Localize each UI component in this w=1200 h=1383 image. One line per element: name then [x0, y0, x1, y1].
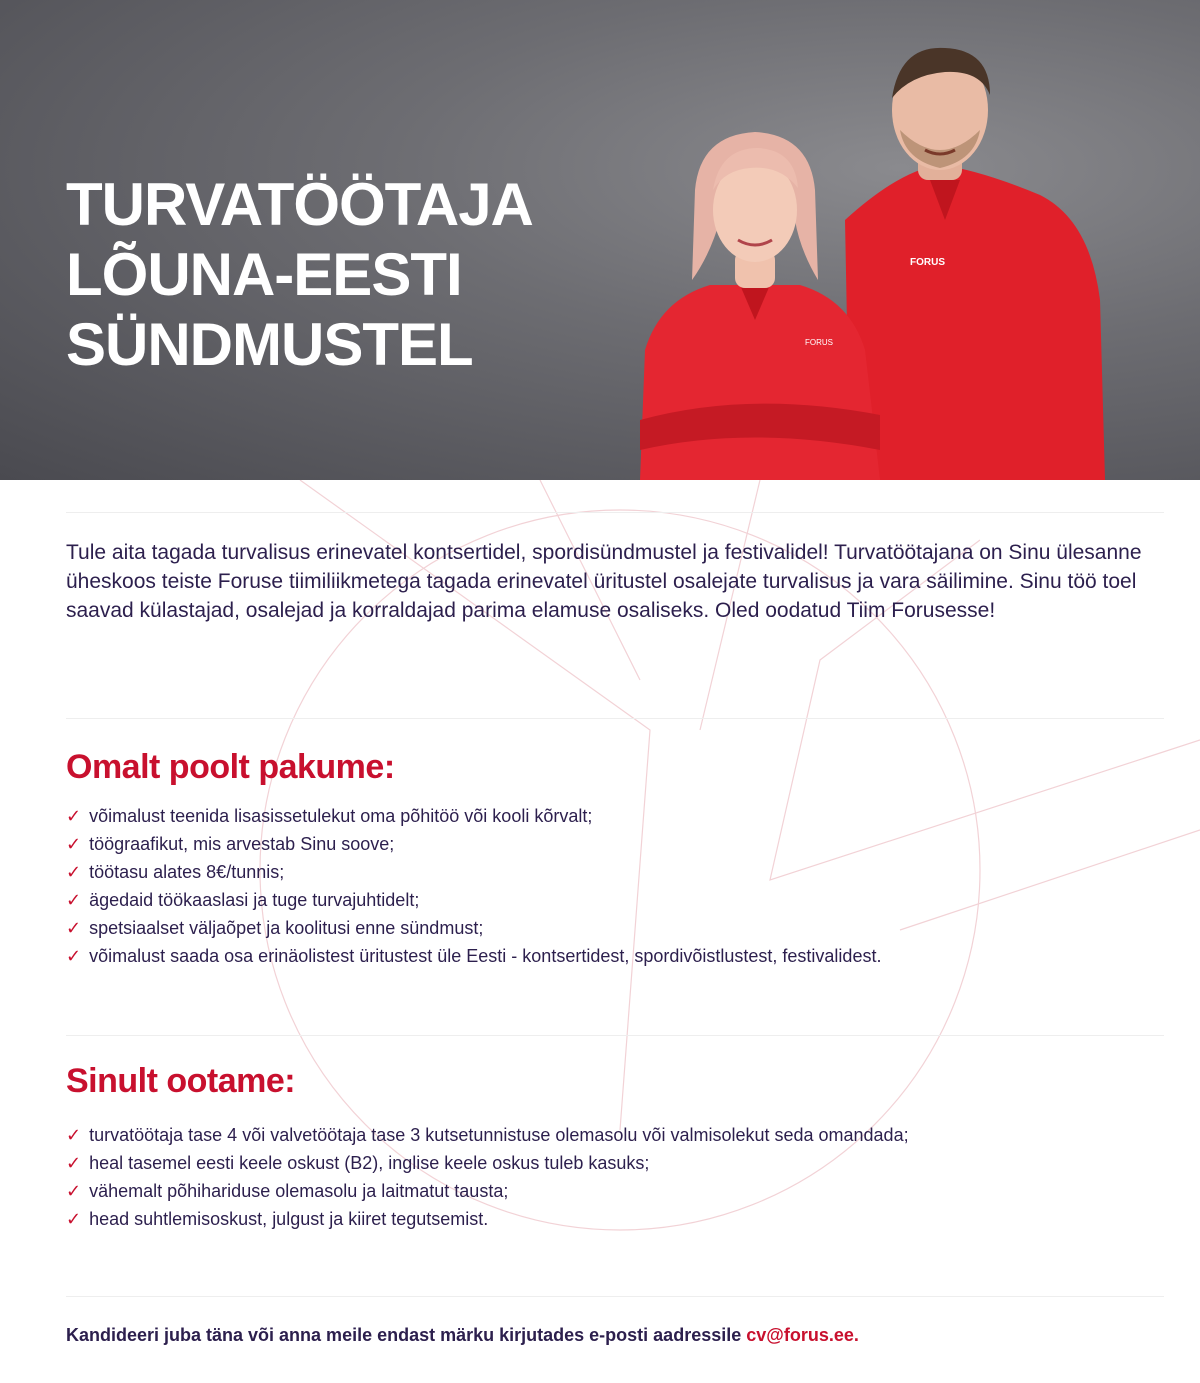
title-line: LÕUNA-EESTI [66, 241, 462, 308]
title-line: SÜNDMUSTEL [66, 311, 473, 378]
list-item: ✓ töögraafikut, mis arvestab Sinu soove; [66, 830, 1166, 858]
check-icon: ✓ [66, 806, 82, 826]
shirt-logo-small: FORUS [805, 338, 833, 347]
list-item: ✓ töötasu alates 8€/tunnis; [66, 858, 1166, 886]
apply-text: Kandideeri juba täna või anna meile endast märku kirjutades e-posti aadressile cv@forus.ee. [66, 1325, 859, 1345]
list-item: ✓ head suhtlemisoskust, julgust ja kiiret tegutsemist. [66, 1205, 1166, 1233]
list-item: ✓ ägedaid töökaaslasi ja tuge turvajuhtidelt; [66, 886, 1166, 914]
list-item: ✓ võimalust saada osa erinäolistest üritustest üle Eesti - kontsertidest, spordivõistlustest, festivalidest. [66, 942, 1166, 970]
check-icon: ✓ [66, 1209, 82, 1229]
check-icon: ✓ [66, 890, 82, 910]
title-line: TURVATÖÖTAJA [66, 171, 533, 238]
expect-list [66, 1121, 1166, 1233]
list-item: ✓ võimalust teenida lisasissetulekut oma põhitöö või kooli kõrvalt; [66, 802, 1166, 830]
divider [66, 1035, 1164, 1036]
check-icon: ✓ [66, 918, 82, 938]
offer-title: Omalt poolt pakume: [66, 748, 395, 786]
divider [66, 718, 1164, 719]
check-icon: ✓ [66, 1153, 82, 1173]
offer-list [66, 802, 1166, 970]
shirt-logo: FORUS [910, 257, 945, 268]
divider [66, 1296, 1164, 1297]
expect-title: Sinult ootame: [66, 1062, 296, 1100]
list-item: ✓ spetsiaalset väljaõpet ja koolitusi enne sündmust; [66, 914, 1166, 942]
woman-figure [640, 132, 880, 480]
page-title [66, 170, 533, 380]
check-icon: ✓ [66, 1125, 82, 1145]
list-item: ✓ heal tasemel eesti keele oskust (B2), inglise keele oskus tuleb kasuks; [66, 1149, 1166, 1177]
man-figure [845, 48, 1105, 480]
check-icon: ✓ [66, 834, 82, 854]
check-icon: ✓ [66, 1181, 82, 1201]
check-icon: ✓ [66, 946, 82, 966]
email-link[interactable]: cv@forus.ee. [746, 1325, 859, 1345]
divider [66, 512, 1164, 513]
intro-text: Tule aita tagada turvalisus erinevatel kontsertidel, spordisündmustel ja festivalidel! Turvatöötajana on Sinu ülesanne üheskoos teiste Foruse tiimiliikmetega tagada erinevatel üritustel osalejate turvalisus ja vara säilimine. Sinu töö toel saavad külastajad, osalejad ja korraldajad parima elamuse osaliseks. Oled oodatud Tiim Forusesse! [66, 541, 1142, 622]
list-item: ✓ vähemalt põhihariduse olemasolu ja laitmatut tausta; [66, 1177, 1166, 1205]
staff-photo [600, 20, 1160, 480]
check-icon: ✓ [66, 862, 82, 882]
hero-banner [0, 0, 1200, 480]
list-item: ✓ turvatöötaja tase 4 või valvetöötaja tase 3 kutsetunnistuse olemasolu või valmisolekut seda omandada; [66, 1121, 1166, 1149]
